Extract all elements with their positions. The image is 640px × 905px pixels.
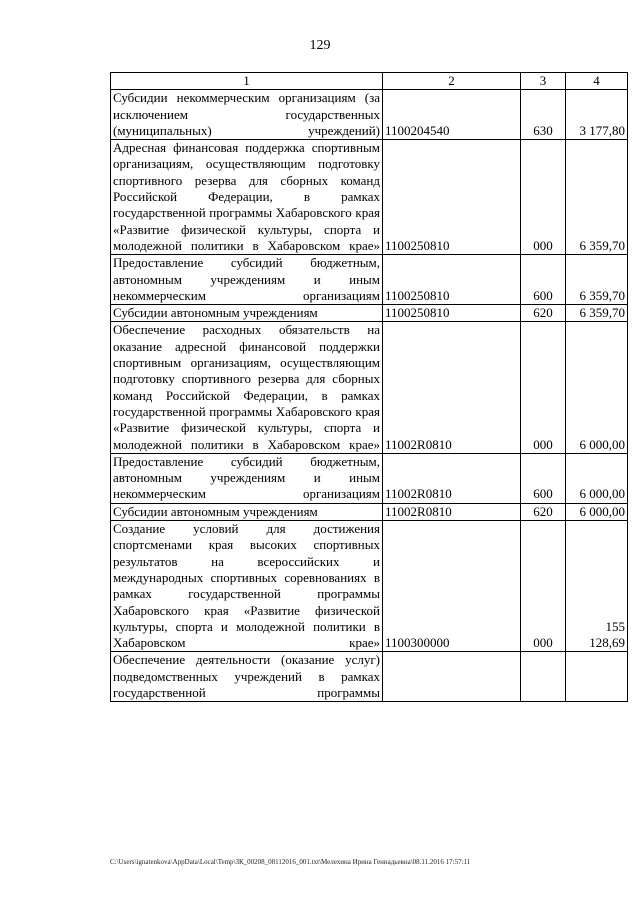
footer-file-path: C:\Users\ignatenkova\AppData\Local\Temp\ЗК_00208_08112016_001.txt\Мелехина Ирина Геннадьевна\08.11.2016 17:57:11 <box>110 858 471 866</box>
row-code: 11002R0810 <box>383 322 521 453</box>
header-col-3: 3 <box>521 73 566 90</box>
table-header-row <box>111 73 628 90</box>
table-row <box>111 453 628 503</box>
row-amount: 155 128,69 <box>566 521 628 652</box>
table-row <box>111 652 628 702</box>
row-type: 600 <box>521 453 566 503</box>
row-type: 600 <box>521 255 566 305</box>
page-number: 129 <box>309 38 331 53</box>
row-type: 000 <box>521 322 566 453</box>
row-code: 1100250810 <box>383 305 521 322</box>
row-name: Обеспечение деятельности (оказание услуг) подведомственных учреждений в рамках государственной программы <box>111 652 383 702</box>
row-name: Предоставление субсидий бюджетным, автономным учреждениям и иным некоммерческим организациям <box>111 255 383 305</box>
table-row <box>111 255 628 305</box>
row-amount: 6 000,00 <box>566 322 628 453</box>
row-name: Адресная финансовая поддержка спортивным организациям, осуществляющим подготовку спортивного резерва для сборных команд Российской Федерации, в рамках государственной программы Хабаровского края «Развитие физической культуры, спорта и молодежной политики в Хабаровском крае» <box>111 140 383 255</box>
row-type: 630 <box>521 90 566 140</box>
table-row <box>111 521 628 652</box>
row-code: 1100250810 <box>383 255 521 305</box>
row-amount: 6 359,70 <box>566 140 628 255</box>
header-col-4: 4 <box>566 73 628 90</box>
row-type: 620 <box>521 503 566 520</box>
row-amount: 3 177,80 <box>566 90 628 140</box>
row-type: 000 <box>521 521 566 652</box>
row-amount: 6 359,70 <box>566 255 628 305</box>
row-code: 11002R0810 <box>383 503 521 520</box>
table-row <box>111 503 628 520</box>
row-type: 620 <box>521 305 566 322</box>
row-code: 1100204540 <box>383 90 521 140</box>
row-type: 000 <box>521 140 566 255</box>
row-amount: 6 359,70 <box>566 305 628 322</box>
row-amount: 6 000,00 <box>566 453 628 503</box>
row-code: 1100300000 <box>383 521 521 652</box>
budget-table <box>110 72 628 702</box>
row-name: Субсидии некоммерческим организациям (за исключением государственных (муниципальных) учреждений) <box>111 90 383 140</box>
table-row <box>111 140 628 255</box>
row-type <box>521 652 566 702</box>
row-name: Субсидии автономным учреждениям <box>111 503 383 520</box>
row-name: Обеспечение расходных обязательств на оказание адресной финансовой поддержки спортивным организациям, осуществляющим подготовку спортивного резерва для сборных команд Российской Федерации, в рамках государственной программы Хабаровского края «Развитие физической культуры, спорта и молодежной политики в Хабаровском крае» <box>111 322 383 453</box>
row-name: Предоставление субсидий бюджетным, автономным учреждениям и иным некоммерческим организациям <box>111 453 383 503</box>
row-code: 11002R0810 <box>383 453 521 503</box>
row-amount <box>566 652 628 702</box>
row-code: 1100250810 <box>383 140 521 255</box>
table-row <box>111 305 628 322</box>
header-col-2: 2 <box>383 73 521 90</box>
row-code <box>383 652 521 702</box>
row-amount: 6 000,00 <box>566 503 628 520</box>
header-col-1: 1 <box>111 73 383 90</box>
row-name: Создание условий для достижения спортсменами края высоких спортивных результатов на всероссийских и международных спортивных соревнованиях в рамках государственной программы Хабаровского края «Развитие физической культуры, спорта и молодежной политики в Хабаровском крае» <box>111 521 383 652</box>
row-name: Субсидии автономным учреждениям <box>111 305 383 322</box>
table-row <box>111 322 628 453</box>
table-row <box>111 90 628 140</box>
